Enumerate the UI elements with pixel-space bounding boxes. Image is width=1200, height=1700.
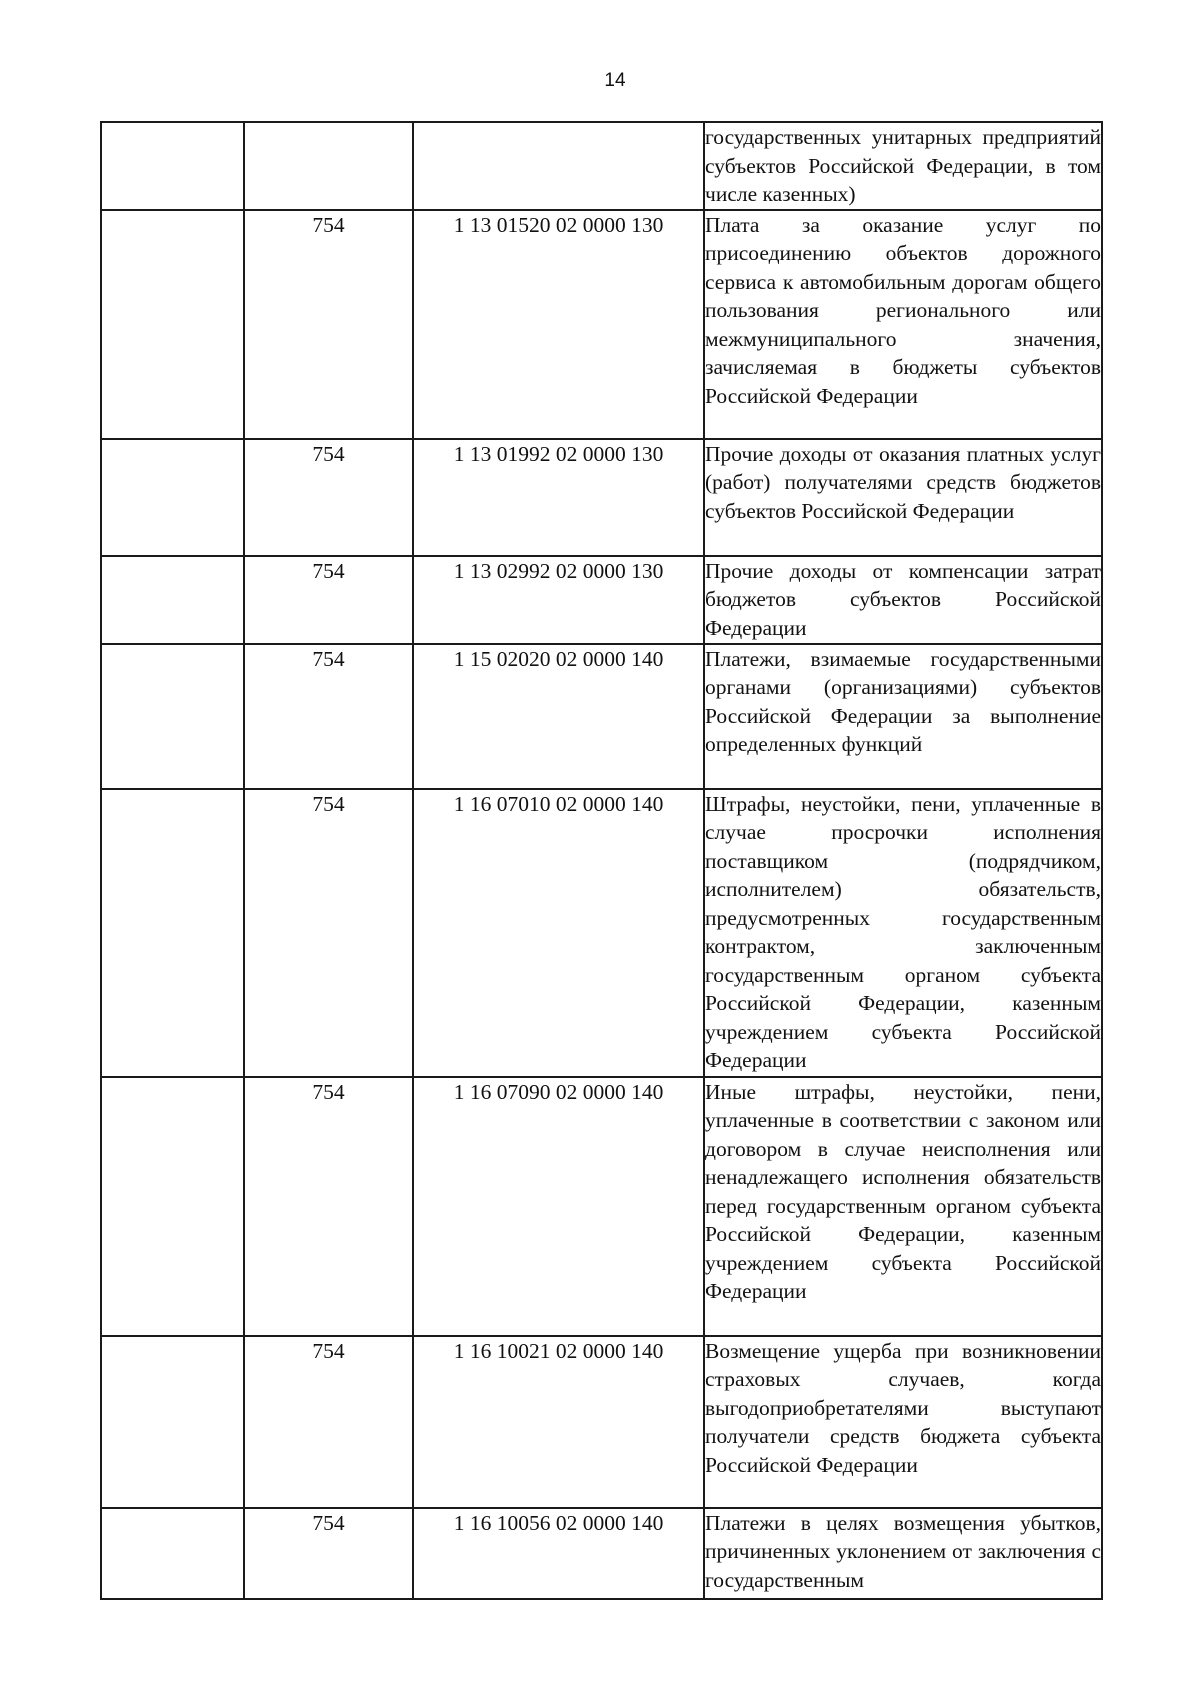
table-row [101,210,1102,439]
admin-code-cell: 754 [244,789,413,1077]
empty-cell [101,1508,244,1599]
description-cell: Платежи в целях возмещения убытков, причиненных уклонением от заключения с государственным [704,1508,1102,1599]
empty-cell [101,122,244,210]
empty-cell [101,1077,244,1336]
kbk-code-cell: 1 13 02992 02 0000 130 [413,556,704,644]
table-row [101,789,1102,1077]
empty-cell [101,789,244,1077]
admin-code-cell: 754 [244,1336,413,1508]
admin-code-cell: 754 [244,556,413,644]
kbk-code-cell: 1 16 10021 02 0000 140 [413,1336,704,1508]
description-cell: Возмещение ущерба при возникновении страховых случаев, когда выгодоприобретателями выступают получатели средств бюджета субъекта Российской Федерации [704,1336,1102,1508]
kbk-code-cell: 1 16 10056 02 0000 140 [413,1508,704,1599]
empty-cell [101,556,244,644]
description-cell: государственных унитарных предприятий субъектов Российской Федерации, в том числе казенных) [704,122,1102,210]
table-row [101,1508,1102,1599]
admin-code-cell: 754 [244,644,413,789]
description-cell: Прочие доходы от компенсации затрат бюджетов субъектов Российской Федерации [704,556,1102,644]
empty-cell [101,210,244,439]
admin-code-cell: 754 [244,210,413,439]
table-row [101,644,1102,789]
table-row [101,439,1102,556]
table-row [101,122,1102,210]
empty-cell [101,644,244,789]
table-row [101,556,1102,644]
kbk-code-cell [413,122,704,210]
empty-cell [101,1336,244,1508]
admin-code-cell: 754 [244,1508,413,1599]
kbk-code-cell: 1 16 07010 02 0000 140 [413,789,704,1077]
description-cell: Иные штрафы, неустойки, пени, уплаченные в соответствии с законом или договором в случае неисполнения или ненадлежащего исполнения обязательств перед государственным органом субъекта Российской Федерации, казенным учреждением субъекта Российской Федерации [704,1077,1102,1336]
kbk-code-cell: 1 13 01520 02 0000 130 [413,210,704,439]
page-number: 14 [604,70,626,91]
description-cell: Прочие доходы от оказания платных услуг (работ) получателями средств бюджетов субъектов Российской Федерации [704,439,1102,556]
admin-code-cell: 754 [244,439,413,556]
empty-cell [101,439,244,556]
kbk-code-cell: 1 16 07090 02 0000 140 [413,1077,704,1336]
table-row [101,1336,1102,1508]
admin-code-cell: 754 [244,1077,413,1336]
description-cell: Платежи, взимаемые государственными органами (организациями) субъектов Российской Федерации за выполнение определенных функций [704,644,1102,789]
table-row [101,1077,1102,1336]
kbk-code-cell: 1 15 02020 02 0000 140 [413,644,704,789]
kbk-code-cell: 1 13 01992 02 0000 130 [413,439,704,556]
description-cell: Плата за оказание услуг по присоединению объектов дорожного сервиса к автомобильным дорогам общего пользования регионального или межмуниципального значения, зачисляемая в бюджеты субъектов Российской Федерации [704,210,1102,439]
description-cell: Штрафы, неустойки, пени, уплаченные в случае просрочки исполнения поставщиком (подрядчиком, исполнителем) обязательств, предусмотренных государственным контрактом, заключенным государственным органом субъекта Российской Федерации, казенным учреждением субъекта Российской Федерации [704,789,1102,1077]
admin-code-cell [244,122,413,210]
revenue-codes-table [100,121,1103,1600]
